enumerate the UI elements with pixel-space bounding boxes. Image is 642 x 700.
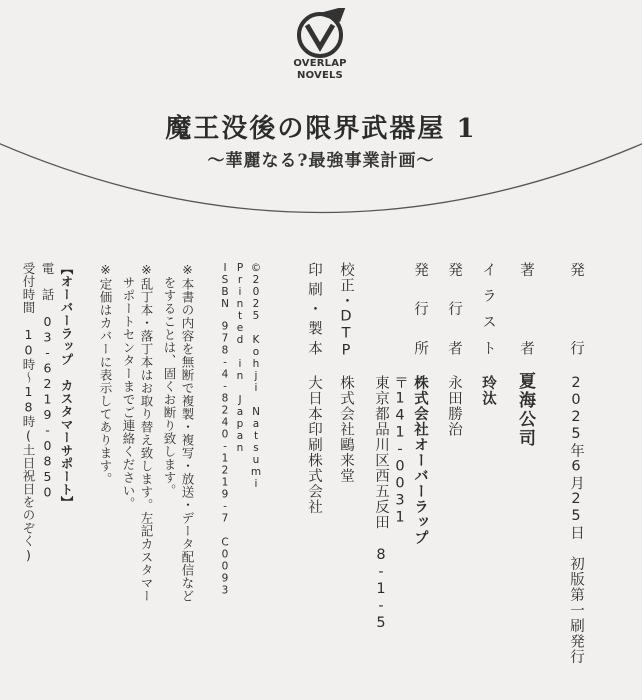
- publisher-office-label: 発行所: [412, 262, 428, 356]
- overlap-logo-icon: [280, 8, 360, 58]
- author-label: 著者: [518, 262, 534, 356]
- illustrator-name: 玲汰: [480, 375, 496, 406]
- note-defect-2: サポートセンターまでご連絡ください。: [121, 276, 136, 510]
- logo-text-line1: OVERLAP: [293, 58, 347, 69]
- illustrator-label: イラスト: [480, 262, 496, 356]
- printed-in-line: Printed in Japan: [234, 262, 246, 454]
- publisher-postal-code: 〒141-0031: [392, 375, 408, 527]
- publisher-logo: [280, 8, 360, 86]
- note-price: ※定価はカバーに表示してあります。: [98, 262, 113, 486]
- copyright-line: ©2025 Kohji Natsumi: [250, 262, 262, 490]
- publisher-person-name: 永田勝治: [446, 375, 462, 437]
- proofreading-label: 校正・DTP: [338, 262, 354, 360]
- support-title: 【オーバーラップ カスタマーサポート】: [59, 262, 74, 509]
- support-hours: 受付時間 10時〜18時(土日祝日をのぞく): [21, 262, 36, 563]
- note-copying-1: ※本書の内容を無断で複製・複写・放送・データ配信など: [180, 262, 195, 603]
- note-copying-2: をすることは、固くお断り致します。: [162, 276, 177, 497]
- isbn-line: ISBN 978-4-8240-1219-7 C0093: [219, 262, 231, 597]
- printing-label: 印刷・製本: [306, 262, 322, 356]
- support-phone: 電 話 03-6219-0850: [40, 262, 55, 500]
- author-name: 夏海公司: [515, 372, 535, 448]
- proofreading-company: 株式会社鷗来堂: [338, 375, 354, 484]
- logo-text-line2: NOVELS: [297, 70, 343, 81]
- issue-label: 発行: [568, 262, 584, 356]
- publisher-company: 株式会社オーバーラップ: [412, 375, 428, 546]
- book-subtitle: 〜華麗なる?最強事業計画〜: [207, 151, 435, 171]
- issue-value: 2025年6月25日 初版第一刷発行: [568, 375, 584, 665]
- printing-company: 大日本印刷株式会社: [306, 375, 322, 515]
- note-defect-1: ※乱丁本・落丁本はお取り替え致します。左記カスタマー: [139, 262, 154, 603]
- publisher-person-label: 発行者: [446, 262, 462, 356]
- publisher-address: 東京都品川区西五反田 8-1-5: [373, 375, 389, 632]
- book-title: 魔王没後の限界武器屋 1: [165, 114, 477, 144]
